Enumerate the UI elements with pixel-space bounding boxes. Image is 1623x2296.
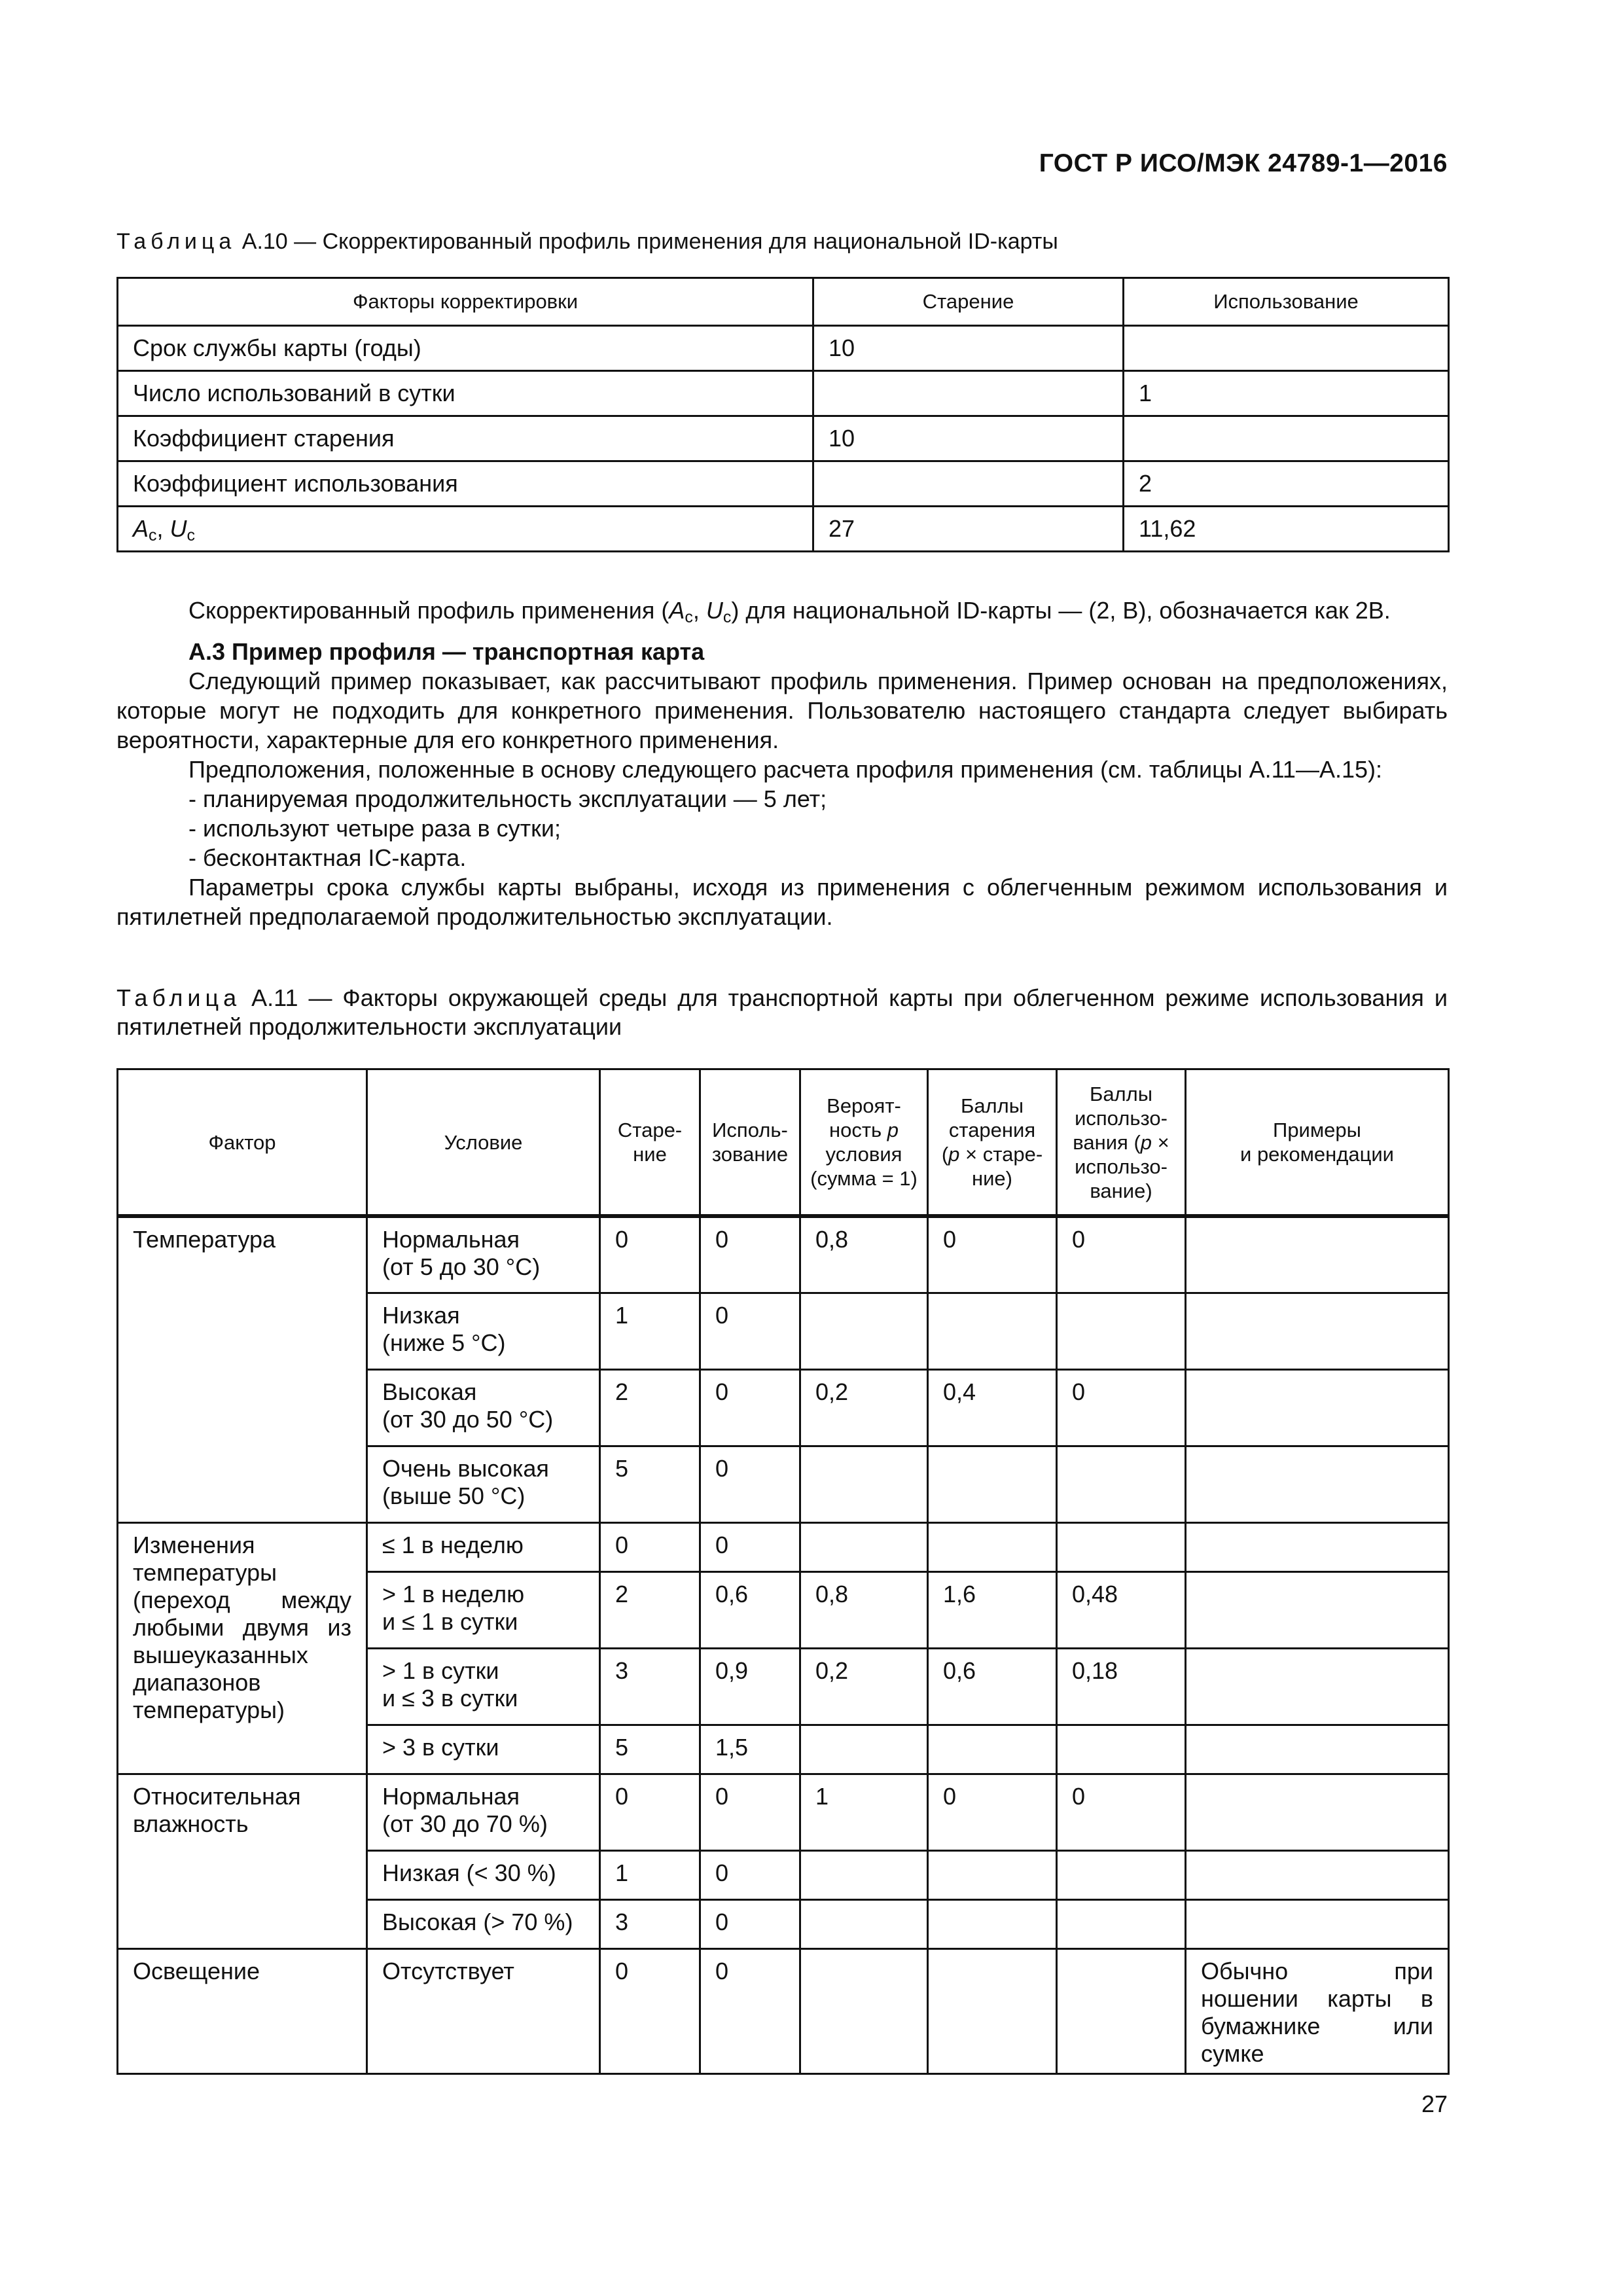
cell-usage: 0 (700, 1446, 800, 1522)
cell-probability: 0,8 (800, 1216, 928, 1293)
table-row (118, 326, 1449, 371)
cell-aging: 1 (600, 1850, 700, 1899)
table-row (118, 416, 1449, 461)
cell-condition: Низкая (< 30 %) (367, 1850, 600, 1899)
cell-usage (1124, 326, 1449, 371)
cell-usage: 0,6 (700, 1571, 800, 1648)
cell-aging: 0 (600, 1216, 700, 1293)
table-a10 (116, 277, 1450, 552)
cell-condition: Нормальная (от 30 до 70 %) (367, 1774, 600, 1850)
paragraph: Следующий пример показывает, как рассчитывают профиль применения. Пример основан на предположениях, которые могут не подходить для конкретного применения. Пользователю настоящего стандарта следует выбирать вероятности, характерные для его конкретного применения. (116, 668, 1448, 753)
cell-usage-score: 0 (1057, 1216, 1186, 1293)
cell-probability (800, 1850, 928, 1899)
cell-condition: Высокая (> 70 %) (367, 1899, 600, 1948)
cell-usage-score: 0,18 (1057, 1648, 1186, 1725)
cell-aging: 0 (600, 1774, 700, 1850)
table-row (118, 1522, 1449, 1571)
cell-probability: 0,2 (800, 1369, 928, 1446)
cell-usage-score: 0 (1057, 1774, 1186, 1850)
header-aging: Старе- ние (600, 1069, 700, 1217)
cell-usage: 1 (1124, 371, 1449, 416)
cell-aging-score: 0 (928, 1216, 1057, 1293)
cell-condition: Очень высокая (выше 50 °C) (367, 1446, 600, 1522)
paragraph: Предположения, положенные в основу следующего расчета профиля применения (см. таблицы А.11—А.15): (188, 756, 1382, 783)
cell-usage: 0 (700, 1293, 800, 1369)
caption-text: А.10 — Скорректированный профиль применения для национальной ID-карты (241, 229, 1058, 254)
cell-factor: Изменения температуры (переход между любыми двумя из вышеуказанных диапазонов температуры) (118, 1522, 367, 1774)
cell-condition: > 1 в неделю и ≤ 1 в сутки (367, 1571, 600, 1648)
table-row (118, 1948, 1449, 2073)
caption-label: Таблица (116, 229, 236, 254)
cell-usage-score (1057, 1293, 1186, 1369)
cell-condition: Отсутствует (367, 1948, 600, 2073)
cell-factor: Число использований в сутки (118, 371, 813, 416)
list-item: - бесконтактная IC-карта. (188, 844, 467, 871)
cell-examples (1186, 1522, 1449, 1571)
cell-factor: Температура (118, 1216, 367, 1522)
caption-label: Таблица (116, 984, 241, 1011)
cell-examples (1186, 1774, 1449, 1850)
paragraph: Параметры срока службы карты выбраны, исходя из применения с облегченным режимом использования и пятилетней предполагаемой продолжительностью эксплуатации. (116, 874, 1448, 930)
cell-aging: 5 (600, 1446, 700, 1522)
cell-probability (800, 1522, 928, 1571)
cell-condition: Низкая (ниже 5 °C) (367, 1293, 600, 1369)
table-a11 (116, 1068, 1450, 2075)
cell-usage: 0 (700, 1948, 800, 2073)
cell-aging-score (928, 1522, 1057, 1571)
cell-condition: Высокая (от 30 до 50 °C) (367, 1369, 600, 1446)
cell-probability (800, 1725, 928, 1774)
cell-examples (1186, 1725, 1449, 1774)
header-usage: Использование (1124, 278, 1449, 326)
cell-usage-score (1057, 1522, 1186, 1571)
standard-designation: ГОСТ Р ИСО/МЭК 24789-1—2016 (1039, 149, 1448, 177)
body-text (116, 596, 1448, 931)
section-heading: А.3 Пример профиля — транспортная карта (188, 638, 705, 665)
table-row (118, 1774, 1449, 1850)
cell-aging-score (928, 1948, 1057, 2073)
cell-usage-score: 0,48 (1057, 1571, 1186, 1648)
cell-aging-total: 27 (813, 507, 1124, 552)
table-header-row (118, 278, 1449, 326)
cell-aging-score (928, 1446, 1057, 1522)
cell-usage: 0 (700, 1774, 800, 1850)
table-row (118, 461, 1449, 507)
table-header-row (118, 1069, 1449, 1217)
cell-probability (800, 1446, 928, 1522)
cell-usage-score (1057, 1948, 1186, 2073)
cell-aging-score (928, 1899, 1057, 1948)
header-factors: Факторы корректировки (118, 278, 813, 326)
cell-factor: Относительная влажность (118, 1774, 367, 1948)
cell-probability (800, 1899, 928, 1948)
cell-probability (800, 1293, 928, 1369)
cell-usage-score (1057, 1899, 1186, 1948)
cell-examples (1186, 1293, 1449, 1369)
cell-examples (1186, 1216, 1449, 1293)
cell-usage: 1,5 (700, 1725, 800, 1774)
cell-aging: 1 (600, 1293, 700, 1369)
cell-usage: 2 (1124, 461, 1449, 507)
cell-condition: Нормальная (от 5 до 30 °C) (367, 1216, 600, 1293)
header-usage-score: Баллы использо- вания (p × использо- вание) (1057, 1069, 1186, 1217)
cell-condition: > 1 в сутки и ≤ 3 в сутки (367, 1648, 600, 1725)
header-examples: Примеры и рекомендации (1186, 1069, 1449, 1217)
cell-probability: 1 (800, 1774, 928, 1850)
cell-aging-score: 1,6 (928, 1571, 1057, 1648)
summary-paragraph: Скорректированный профиль применения ($A_c$, $U_c$) для национальной ID-карты — (2, B), обозначается как 2B. (188, 597, 1391, 626)
cell-probability (800, 1948, 928, 2073)
cell-aging: 5 (600, 1725, 700, 1774)
cell-symbols: $A_c$, $U_c$ (118, 507, 813, 552)
cell-probability: 0,2 (800, 1648, 928, 1725)
cell-aging-score: 0,4 (928, 1369, 1057, 1446)
cell-usage: 0 (700, 1899, 800, 1948)
table-a10-caption (116, 226, 1058, 257)
table-row (118, 371, 1449, 416)
cell-factor: Коэффициент старения (118, 416, 813, 461)
cell-usage: 0,9 (700, 1648, 800, 1725)
cell-examples: Обычно при ношении карты в бумажнике или сумке (1186, 1948, 1449, 2073)
cell-factor: Коэффициент использования (118, 461, 813, 507)
cell-aging-score: 0 (928, 1774, 1057, 1850)
cell-aging: 10 (813, 326, 1124, 371)
cell-aging: 3 (600, 1899, 700, 1948)
cell-usage-score (1057, 1850, 1186, 1899)
cell-usage (1124, 416, 1449, 461)
header-factor: Фактор (118, 1069, 367, 1217)
cell-aging-score (928, 1850, 1057, 1899)
cell-aging (813, 461, 1124, 507)
cell-aging: 0 (600, 1522, 700, 1571)
table-row (118, 1216, 1449, 1293)
cell-aging: 10 (813, 416, 1124, 461)
cell-usage-score (1057, 1446, 1186, 1522)
cell-usage: 0 (700, 1850, 800, 1899)
cell-condition: > 3 в сутки (367, 1725, 600, 1774)
cell-aging: 2 (600, 1369, 700, 1446)
cell-examples (1186, 1446, 1449, 1522)
table-a11-body (118, 1216, 1449, 2073)
header-aging: Старение (813, 278, 1124, 326)
table-a11-caption (116, 984, 1448, 1041)
header-condition: Условие (367, 1069, 600, 1217)
cell-probability: 0,8 (800, 1571, 928, 1648)
list-item: - используют четыре раза в сутки; (188, 815, 562, 842)
list-item: - планируемая продолжительность эксплуатации — 5 лет; (188, 785, 827, 812)
cell-factor: Срок службы карты (годы) (118, 326, 813, 371)
cell-examples (1186, 1571, 1449, 1648)
cell-condition: ≤ 1 в неделю (367, 1522, 600, 1571)
cell-examples (1186, 1850, 1449, 1899)
cell-usage: 0 (700, 1522, 800, 1571)
cell-aging: 3 (600, 1648, 700, 1725)
cell-aging: 0 (600, 1948, 700, 2073)
cell-examples (1186, 1648, 1449, 1725)
cell-aging: 2 (600, 1571, 700, 1648)
cell-aging-score (928, 1725, 1057, 1774)
header-aging-score: Баллы старения (p × старе- ние) (928, 1069, 1057, 1217)
cell-factor: Освещение (118, 1948, 367, 2073)
cell-usage-score (1057, 1725, 1186, 1774)
caption-text: А.11 — Факторы окружающей среды для транспортной карты при облегченном режиме использования и пятилетней продолжительности эксплуатации (116, 984, 1448, 1040)
cell-aging-score: 0,6 (928, 1648, 1057, 1725)
cell-examples (1186, 1899, 1449, 1948)
cell-usage-score: 0 (1057, 1369, 1186, 1446)
cell-aging (813, 371, 1124, 416)
table-row-totals (118, 507, 1449, 552)
page-number: 27 (1421, 2090, 1448, 2117)
cell-usage: 0 (700, 1369, 800, 1446)
cell-examples (1186, 1369, 1449, 1446)
header-usage: Исполь- зование (700, 1069, 800, 1217)
cell-usage-total: 11,62 (1124, 507, 1449, 552)
cell-aging-score (928, 1293, 1057, 1369)
header-probability: Вероят- ность p условия (сумма = 1) (800, 1069, 928, 1217)
cell-usage: 0 (700, 1216, 800, 1293)
